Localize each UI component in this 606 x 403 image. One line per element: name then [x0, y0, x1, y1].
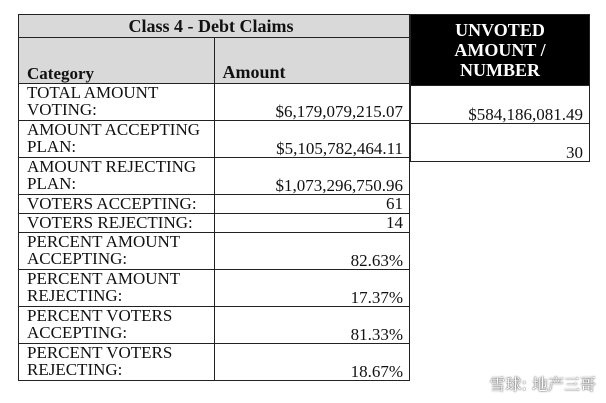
- debt-claims-table: [18, 14, 410, 381]
- table-row: [19, 158, 410, 195]
- unvoted-table: [410, 14, 590, 162]
- amount-cell: $6,179,079,215.07: [214, 84, 410, 121]
- amount-cell: 18.67%: [214, 344, 410, 381]
- amount-cell: 82.63%: [214, 233, 410, 270]
- category-header: Category: [19, 38, 215, 84]
- table-row: [19, 233, 410, 270]
- unvoted-amount-cell: $584,186,081.49: [411, 86, 590, 124]
- category-cell: PERCENT VOTERS REJECTING:: [19, 344, 215, 381]
- category-cell: VOTERS REJECTING:: [19, 214, 215, 233]
- table-title: Class 4 - Debt Claims: [19, 15, 410, 38]
- table-row: [19, 121, 410, 158]
- table-row: [19, 270, 410, 307]
- amount-cell: 17.37%: [214, 270, 410, 307]
- amount-cell: $1,073,296,750.96: [214, 158, 410, 195]
- watermark-text: 雪球: 地产三哥: [489, 375, 596, 394]
- table-row: [19, 214, 410, 233]
- amount-cell: $5,105,782,464.11: [214, 121, 410, 158]
- table-row: [19, 84, 410, 121]
- unvoted-number-cell: 30: [411, 124, 590, 162]
- debt-claims-figure: [18, 14, 590, 390]
- category-cell: TOTAL AMOUNT VOTING:: [19, 84, 215, 121]
- unvoted-header: UNVOTED AMOUNT / NUMBER: [411, 15, 590, 86]
- category-cell: PERCENT AMOUNT ACCEPTING:: [19, 233, 215, 270]
- amount-header: Amount: [214, 38, 410, 84]
- table-row: [19, 344, 410, 381]
- category-cell: PERCENT VOTERS ACCEPTING:: [19, 307, 215, 344]
- amount-cell: 81.33%: [214, 307, 410, 344]
- watermark: [464, 372, 596, 395]
- table-row: [19, 195, 410, 214]
- amount-cell: 61: [214, 195, 410, 214]
- category-cell: VOTERS ACCEPTING:: [19, 195, 215, 214]
- category-cell: AMOUNT REJECTING PLAN:: [19, 158, 215, 195]
- table-row: [19, 307, 410, 344]
- amount-cell: 14: [214, 214, 410, 233]
- category-cell: AMOUNT ACCEPTING PLAN:: [19, 121, 215, 158]
- snowball-logo-icon: [464, 374, 484, 394]
- category-cell: PERCENT AMOUNT REJECTING:: [19, 270, 215, 307]
